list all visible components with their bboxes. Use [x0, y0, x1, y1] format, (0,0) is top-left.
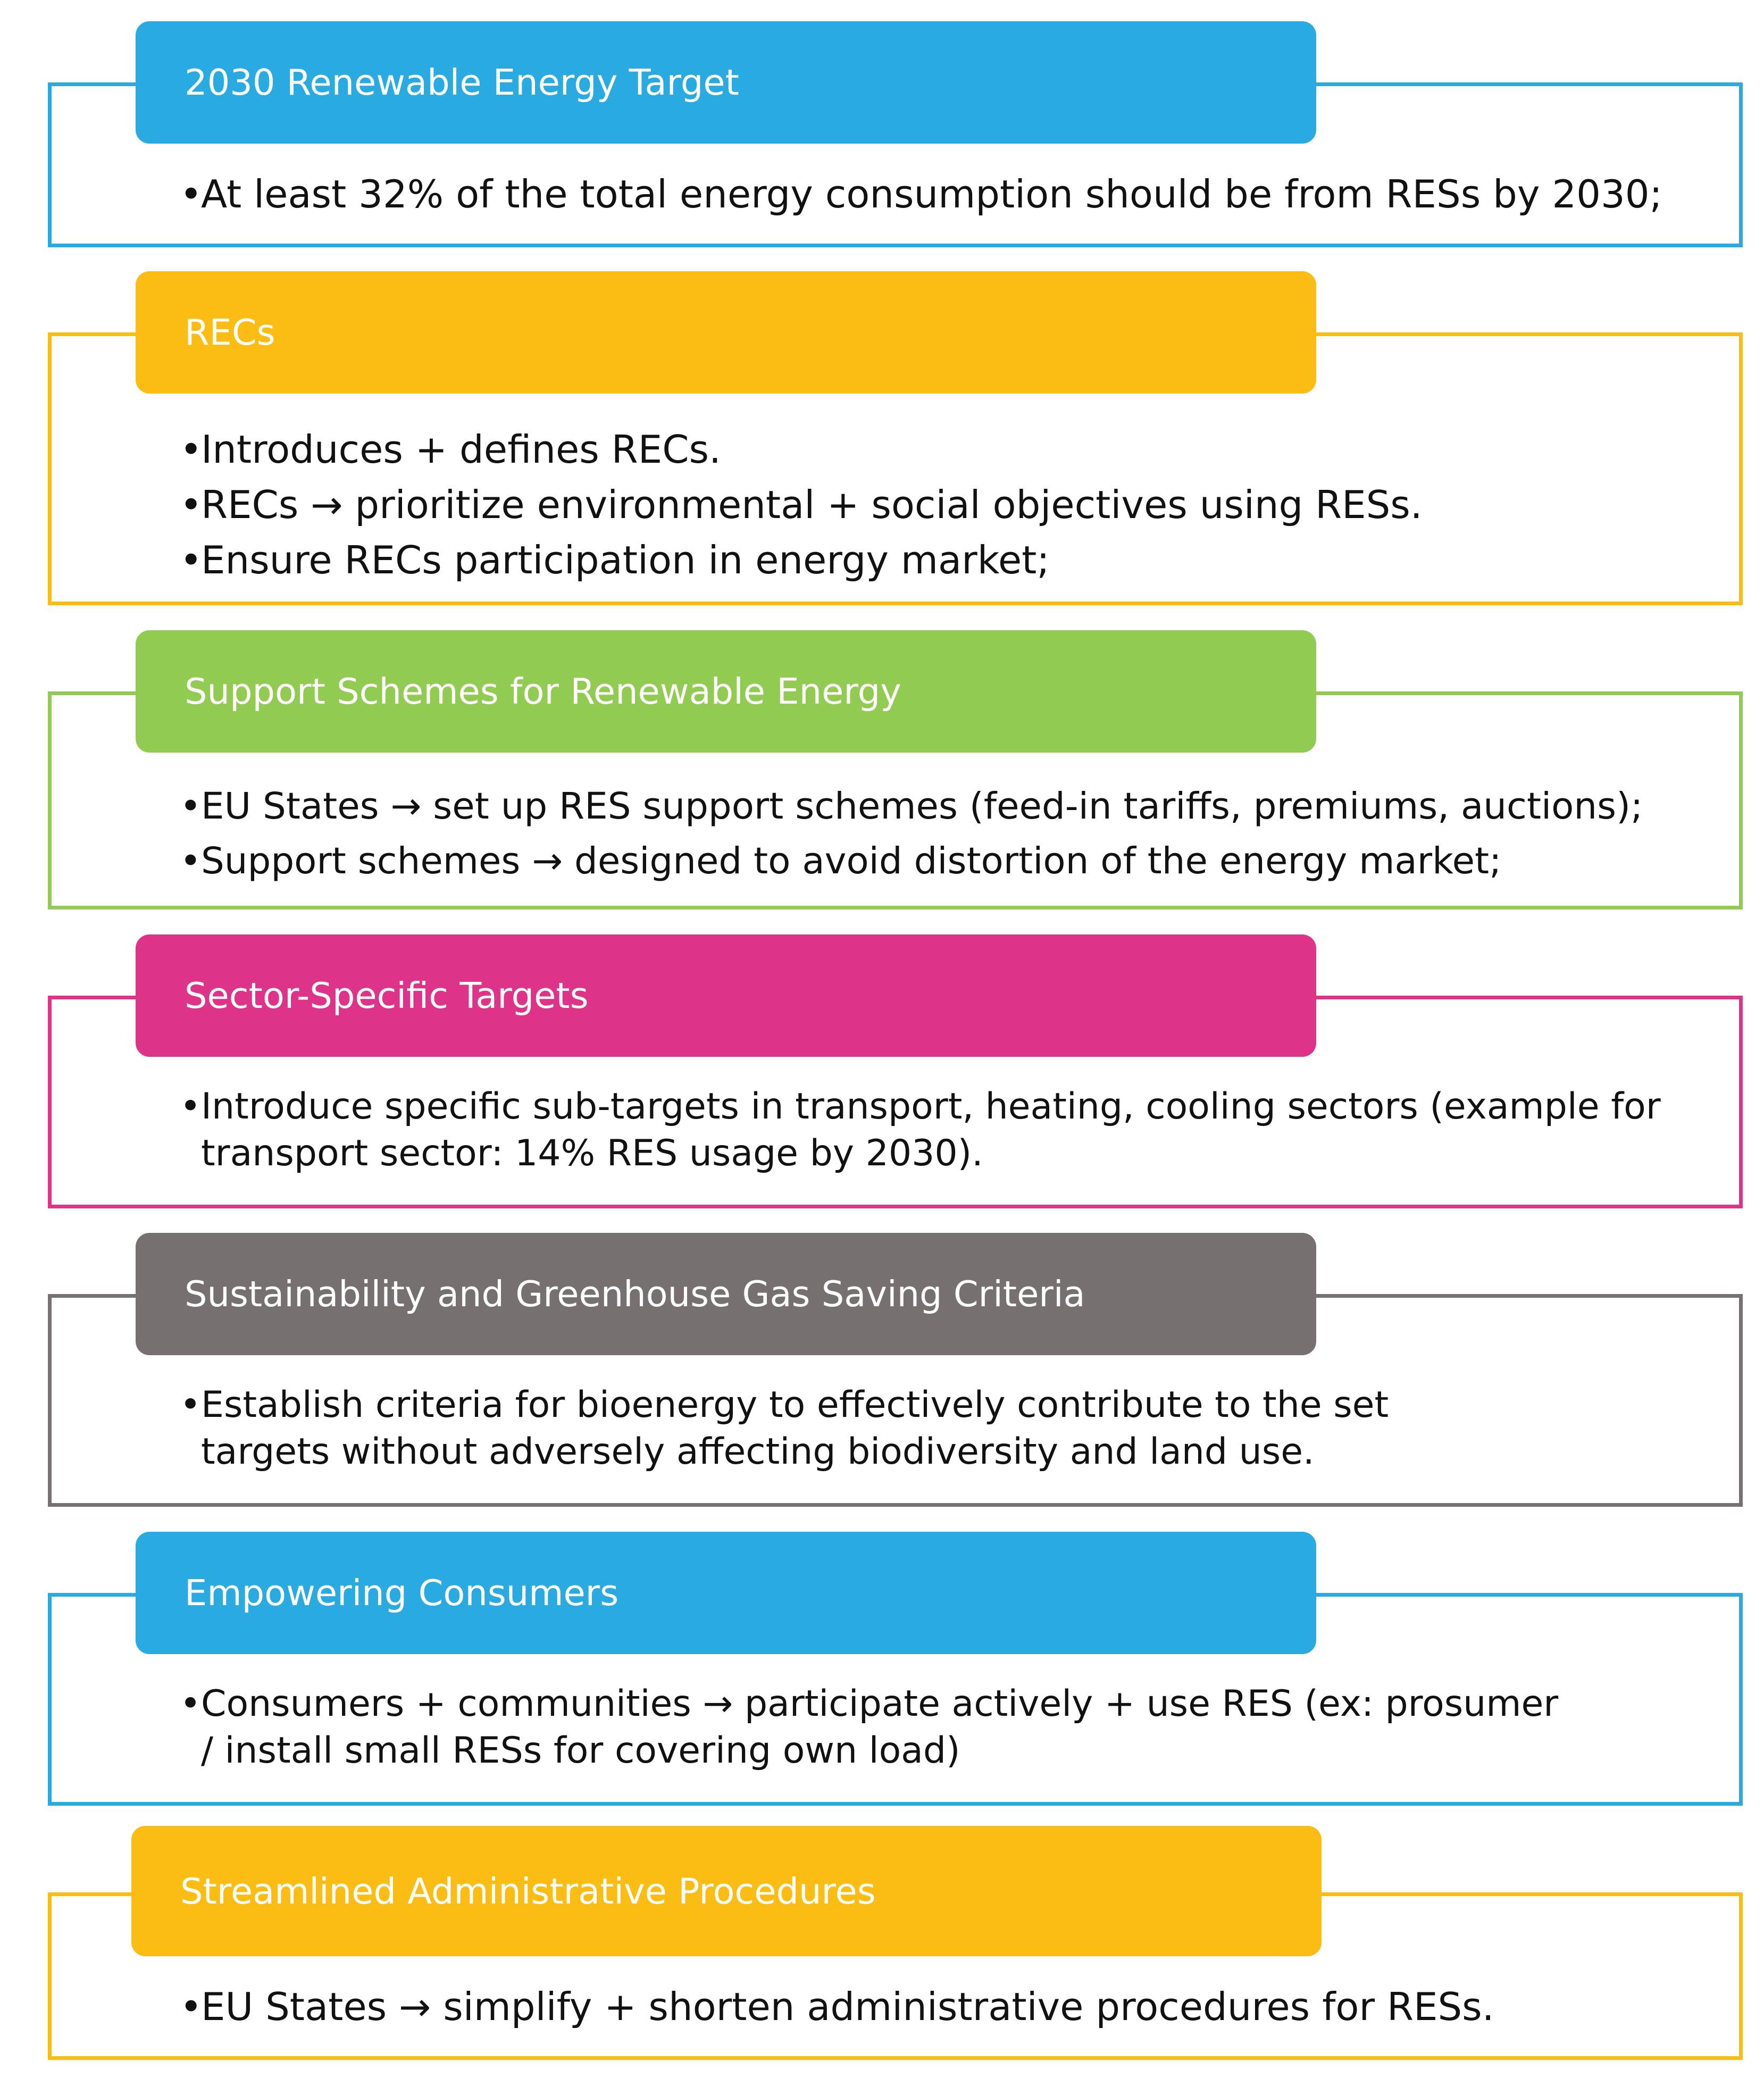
- bullet-item: [180, 1382, 1519, 1475]
- bullet-text: At least 32% of the total energy consumption should be from RESs by 2030;: [201, 172, 1662, 216]
- bullet-item: [180, 477, 1711, 532]
- bullet-text: EU States → set up RES support schemes (feed-in tariffs, premiums, auctions);: [201, 785, 1643, 828]
- section-header: [136, 1233, 1316, 1355]
- section-title: Empowering Consumers: [185, 1572, 619, 1614]
- section-header: [136, 630, 1316, 753]
- bullet-text: Support schemes → designed to avoid distortion of the energy market;: [201, 840, 1502, 882]
- section-body: [180, 1382, 1519, 1475]
- section-body: [180, 779, 1711, 889]
- section-body: [180, 422, 1711, 588]
- bullet-dot: •: [180, 1086, 202, 1128]
- section-body: [180, 1980, 1711, 2033]
- bullet-text: Introduces + defines RECs.: [201, 427, 721, 472]
- section-renewable-target: [48, 21, 1743, 247]
- bullet-item: [180, 834, 1711, 889]
- bullet-dot: •: [180, 482, 203, 527]
- section-body: [180, 1681, 1567, 1774]
- section-title: Sustainability and Greenhouse Gas Saving Criteria: [185, 1273, 1085, 1315]
- section-sustainability: [48, 1233, 1743, 1507]
- bullet-item: [180, 779, 1711, 834]
- bullet-dot: •: [180, 1683, 202, 1725]
- section-support-schemes: [48, 630, 1743, 909]
- section-administrative: [48, 1826, 1743, 2060]
- section-empowering-consumers: [48, 1532, 1743, 1806]
- bullet-item: [180, 422, 1711, 477]
- section-title: 2030 Renewable Energy Target: [185, 62, 739, 103]
- bullet-text: Consumers + communities → participate actively + use RES (ex: prosumer / install small RESs for covering own load): [201, 1683, 1559, 1772]
- bullet-dot: •: [180, 1984, 203, 2029]
- section-body: [180, 1083, 1711, 1177]
- bullet-dot: •: [180, 840, 202, 882]
- section-header: [136, 934, 1316, 1057]
- bullet-text: EU States → simplify + shorten administrative procedures for RESs.: [201, 1984, 1494, 2029]
- bullet-text: Introduce specific sub-targets in transport, heating, cooling sectors (example for transport sector: 14% RES usage by 2030).: [201, 1086, 1661, 1174]
- bullet-text: Ensure RECs participation in energy market;: [201, 538, 1050, 582]
- bullet-item: [180, 532, 1711, 588]
- bullet-dot: •: [180, 785, 202, 828]
- section-recs: [48, 271, 1743, 605]
- section-header: [136, 21, 1316, 144]
- bullet-text: RECs → prioritize environmental + social objectives using RESs.: [201, 482, 1423, 527]
- section-title: Sector-Specific Targets: [185, 975, 589, 1016]
- bullet-item: [180, 1681, 1567, 1774]
- section-title: Streamlined Administrative Procedures: [180, 1870, 876, 1912]
- bullet-item: [180, 168, 1711, 221]
- bullet-dot: •: [180, 1384, 202, 1426]
- bullet-dot: •: [180, 172, 203, 216]
- bullet-dot: •: [180, 427, 203, 472]
- bullet-item: [180, 1980, 1711, 2033]
- section-header: [131, 1826, 1322, 1956]
- section-sector-targets: [48, 934, 1743, 1208]
- bullet-dot: •: [180, 538, 203, 582]
- section-header: [136, 271, 1316, 394]
- section-header: [136, 1532, 1316, 1654]
- section-body: [180, 168, 1711, 221]
- section-title: Support Schemes for Renewable Energy: [185, 671, 901, 712]
- bullet-item: [180, 1083, 1711, 1177]
- section-title: RECs: [185, 312, 275, 353]
- bullet-text: Establish criteria for bioenergy to effectively contribute to the set targets without adversely affecting biodiversity and land use.: [201, 1384, 1389, 1473]
